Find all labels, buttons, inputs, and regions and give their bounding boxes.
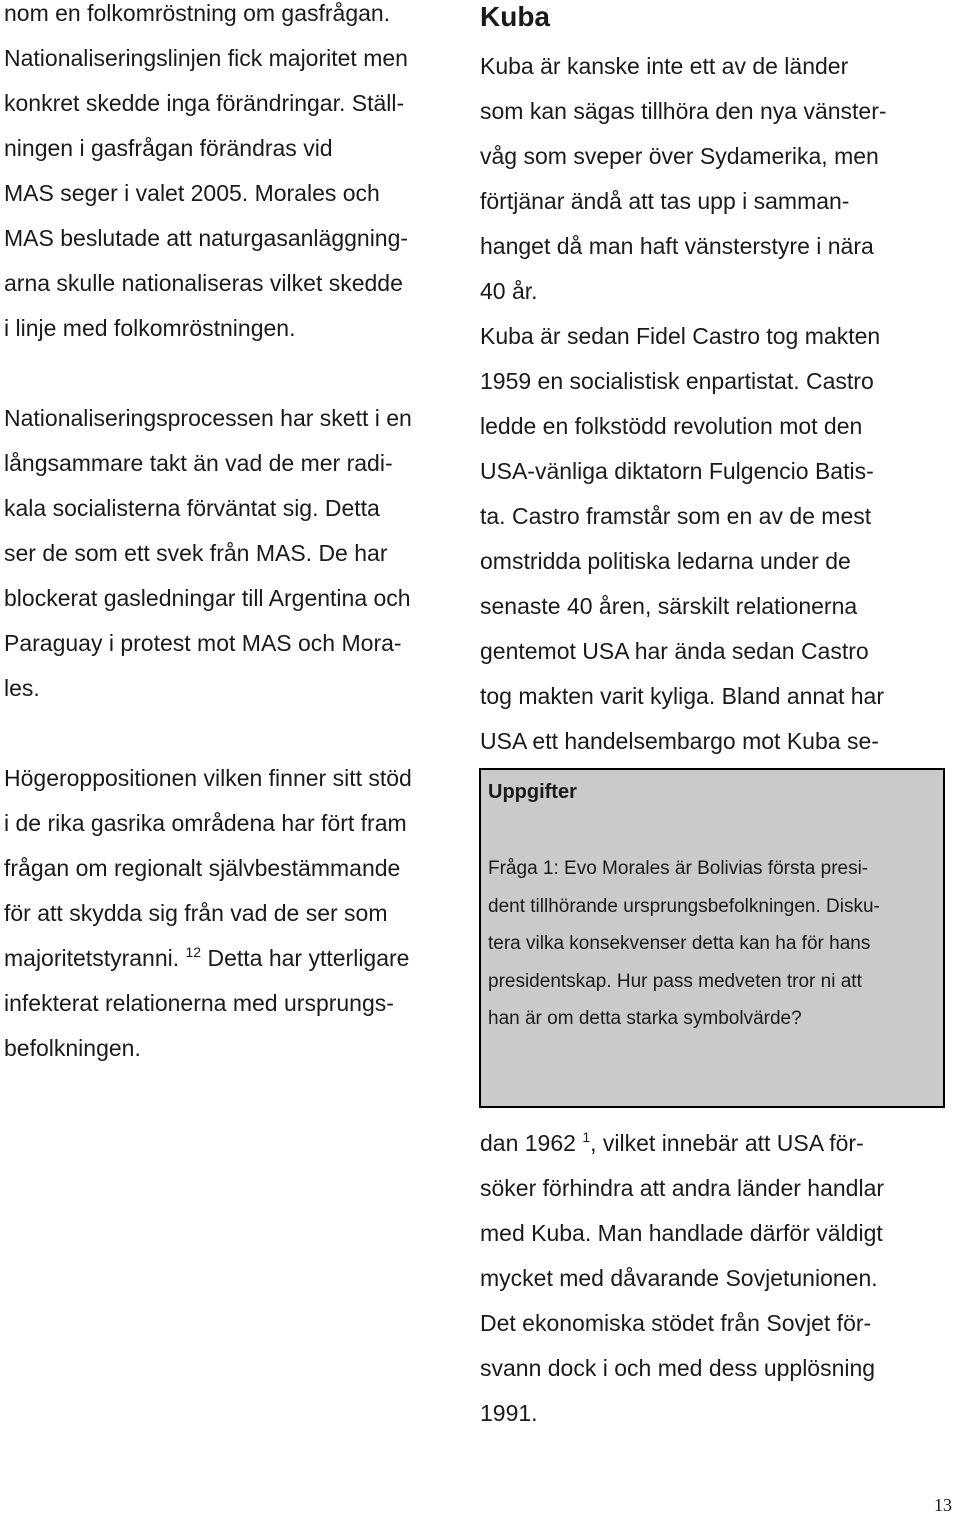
left-column xyxy=(4,0,474,1071)
text-line: 1991. xyxy=(480,1400,538,1426)
text-line: svann dock i och med dess upplösning xyxy=(480,1355,876,1381)
text-line: i linje med folkomröstningen. xyxy=(4,315,296,341)
text-line: Nationaliseringslinjen fick majoritet men xyxy=(4,45,408,71)
footnote-reference[interactable]: 12 xyxy=(185,944,202,960)
text-line: blockerat gasledningar till Argentina och xyxy=(4,585,411,611)
text-line: Kuba är kanske inte ett av de länder xyxy=(480,53,849,79)
task-line: dent tillhörande ursprungsbefolkningen. Disku- xyxy=(488,895,880,917)
text-line: nom en folkomröstning om gasfrågan. xyxy=(4,0,391,26)
text-line: hanget då man haft vänsterstyre i nära xyxy=(480,233,874,259)
text-line: MAS beslutade att naturgasanläggning- xyxy=(4,225,409,251)
text-line: Det ekonomiska stödet från Sovjet för- xyxy=(480,1310,872,1336)
footnote-reference[interactable]: 1 xyxy=(582,1129,591,1145)
paragraph-gap xyxy=(4,351,474,396)
text-line: Paraguay i protest mot MAS och Mora- xyxy=(4,630,402,656)
text-line: som kan sägas tillhöra den nya vänster- xyxy=(480,98,887,124)
text-line: ledde en folkstödd revolution mot den xyxy=(480,413,863,439)
task-line: tera vilka konsekvenser detta kan ha för hans xyxy=(488,933,871,954)
text-line: senaste 40 åren, särskilt relationerna xyxy=(480,593,858,619)
task-line: Fråga 1: Evo Morales är Bolivias första presi- xyxy=(488,858,869,879)
right-column xyxy=(480,0,950,764)
section-heading: Kuba xyxy=(480,1,550,32)
text-line: våg som sveper över Sydamerika, men xyxy=(480,143,879,169)
page-number: 13 xyxy=(934,1495,952,1515)
text-line: i de rika gasrika områdena har fört fram xyxy=(4,810,407,836)
text-line: omstridda politiska ledarna under de xyxy=(480,548,851,574)
text-line: ser de som ett svek från MAS. De har xyxy=(4,540,388,566)
text-line: les. xyxy=(4,675,40,701)
text-line: USA ett handelsembargo mot Kuba se- xyxy=(480,728,879,754)
text-line: med Kuba. Man handlade därför väldigt xyxy=(480,1220,883,1246)
paragraph-gap xyxy=(4,711,474,756)
text-line: 40 år. xyxy=(480,278,538,304)
text-line: mycket med dåvarande Sovjetunionen. xyxy=(480,1265,878,1291)
text-line: infekterat relationerna med ursprungs- xyxy=(4,990,394,1016)
left-paragraph-2 xyxy=(4,396,474,711)
text-line: MAS seger i valet 2005. Morales och xyxy=(4,180,380,206)
text-line: långsammare takt än vad de mer radi- xyxy=(4,450,393,476)
text-line-with-footnote xyxy=(480,1121,884,1166)
text-line: förtjänar ändå att tas upp i samman- xyxy=(480,188,850,214)
text-line: ningen i gasfrågan förändras vid xyxy=(4,135,333,161)
text-line: Kuba är sedan Fidel Castro tog makten xyxy=(480,323,881,349)
right-paragraph-continued xyxy=(480,1121,884,1436)
text-line: för att skydda sig från vad de ser som xyxy=(4,900,388,926)
tasks-box-title: Uppgifter xyxy=(488,781,577,803)
left-paragraph-3 xyxy=(4,756,474,1071)
right-paragraph-1 xyxy=(480,44,950,314)
text-line: Högeroppositionen vilken finner sitt stöd xyxy=(4,765,412,791)
text-segment: Detta har ytterligare xyxy=(201,945,410,971)
text-line: kala socialisterna förväntat sig. Detta xyxy=(4,495,380,521)
text-line: Nationaliseringsprocessen har skett i en xyxy=(4,405,412,431)
task-line: han är om detta starka symbolvärde? xyxy=(488,1008,802,1029)
text-line: ta. Castro framstår som en av de mest xyxy=(480,503,872,529)
tasks-box xyxy=(479,768,945,1108)
text-line: söker förhindra att andra länder handlar xyxy=(480,1175,885,1201)
text-segment: , vilket innebär att USA för- xyxy=(590,1130,864,1156)
text-line: befolkningen. xyxy=(4,1035,141,1061)
text-line: tog makten varit kyliga. Bland annat har xyxy=(480,683,885,709)
text-segment: majoritetstyranni. xyxy=(4,945,186,971)
text-segment: dan 1962 xyxy=(480,1130,583,1156)
text-line: USA-vänliga diktatorn Fulgencio Batis- xyxy=(480,458,874,484)
left-paragraph-1 xyxy=(4,0,474,351)
text-line: konkret skedde inga förändringar. Ställ- xyxy=(4,90,405,116)
text-line: frågan om regionalt självbestämmande xyxy=(4,855,401,881)
text-line: 1959 en socialistisk enpartistat. Castro xyxy=(480,368,874,394)
text-line: gentemot USA har ända sedan Castro xyxy=(480,638,869,664)
tasks-box-body xyxy=(488,850,880,1038)
text-line-with-footnote xyxy=(4,936,474,981)
text-line: arna skulle nationaliseras vilket skedde xyxy=(4,270,403,296)
task-line: presidentskap. Hur pass medveten tror ni att xyxy=(488,970,862,992)
right-paragraph-2 xyxy=(480,314,950,764)
